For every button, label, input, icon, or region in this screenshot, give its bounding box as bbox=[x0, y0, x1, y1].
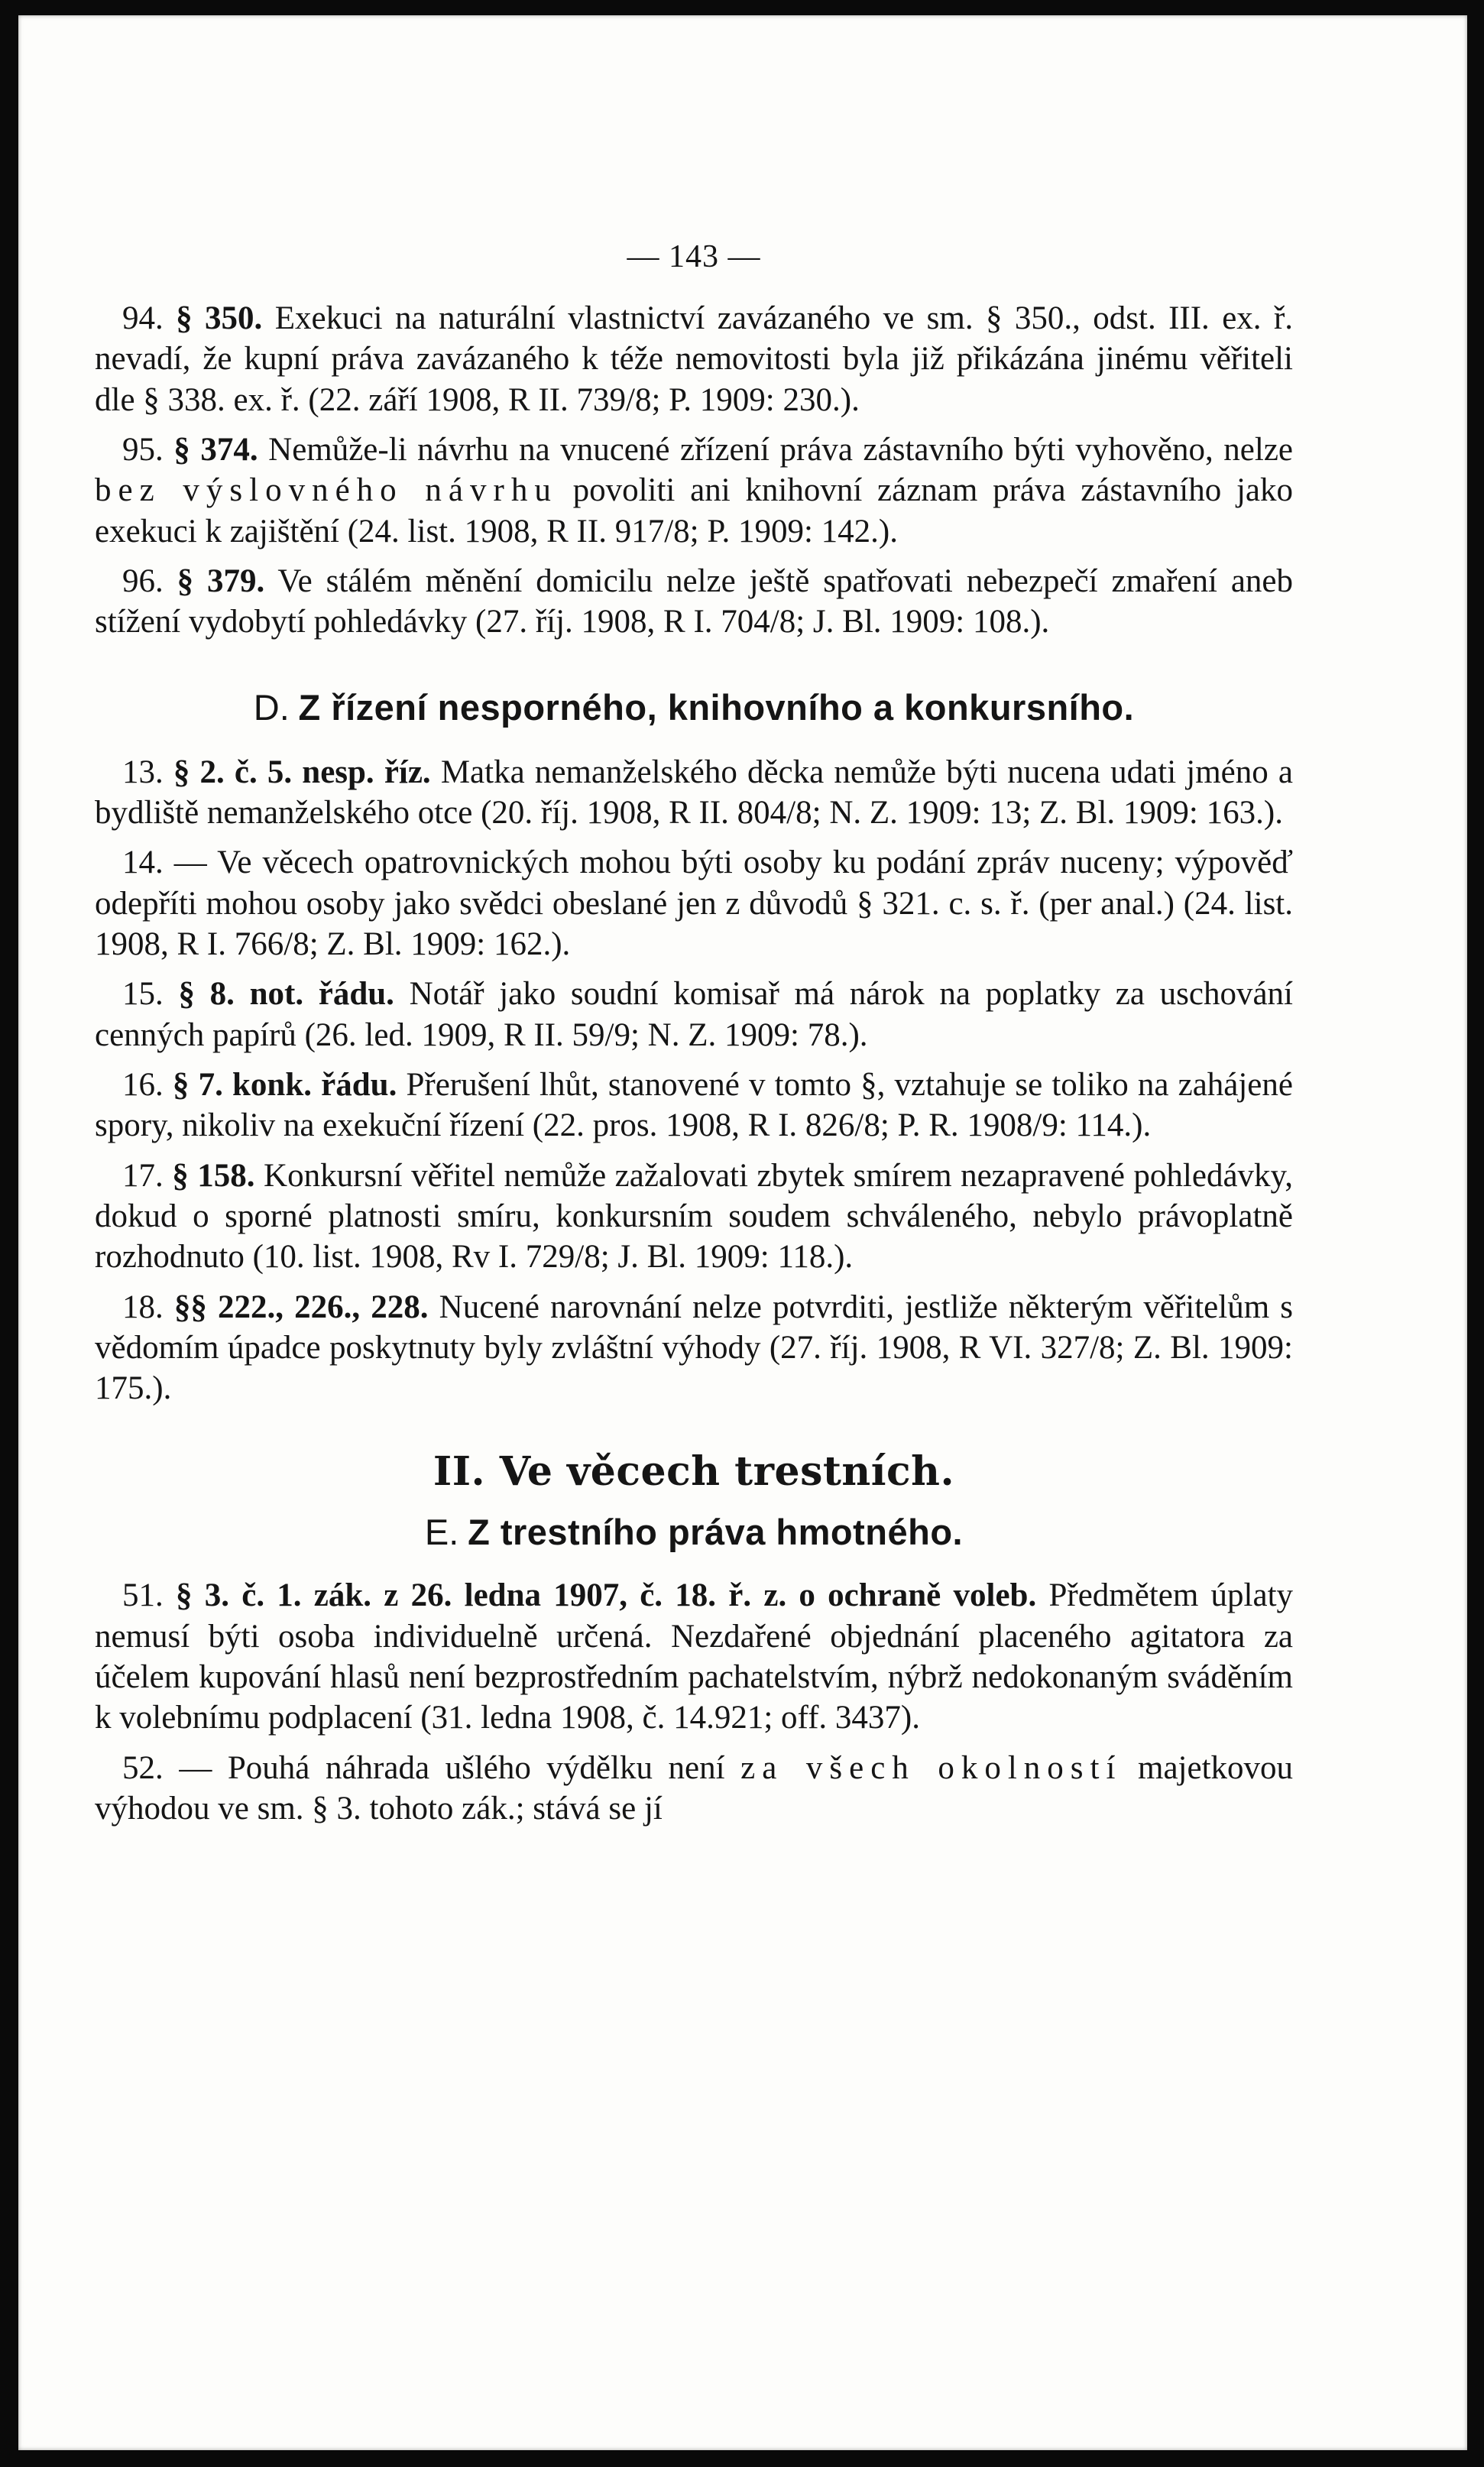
entry-number: 51. bbox=[122, 1577, 164, 1614]
entry-reference: §§ 222., 226., 228. bbox=[173, 1289, 429, 1325]
entry-52 bbox=[95, 1748, 1293, 1830]
part-ii-heading: II. Ve věcech trestních. bbox=[433, 1447, 955, 1495]
entry-text: Ve stálém měnění domicilu nelze ještě spatřovati nebezpečí zmaření aneb stížení vydobytí pohledávky (27. říj. 1908, R I. 704/8; J. Bl. 1909: 108.). bbox=[95, 562, 1294, 640]
entry-13 bbox=[95, 752, 1293, 834]
entry-reference: § 2. č. 5. nesp. říz. bbox=[173, 754, 431, 790]
entry-reference: § 350. bbox=[176, 300, 263, 337]
entry-reference: § 379. bbox=[177, 562, 265, 599]
entry-text: — Pouhá náhrada ušlého výdělku není bbox=[163, 1749, 741, 1786]
entry-15 bbox=[95, 974, 1293, 1055]
entry-reference: § 374. bbox=[173, 432, 258, 468]
entry-text: Konkursní věřitel nemůže zažalovati zbytek smírem nezapravené pohledávky, dokud o sporné platnosti smíru, konkursním soudem schváleného, nebylo právoplatně rozhodnuto (10. list. 1908, Rv I. 729/8; J. Bl. 1909: 118.). bbox=[95, 1157, 1294, 1276]
entry-spaced-emphasis: za všech okolností bbox=[740, 1749, 1123, 1786]
entry-text: Nucené narovnání nelze potvrditi, jestliže některým věřitelům s vědomím úpadce poskytnuty byly zvláštní výhody (27. říj. 1908, R VI. 327/8; Z. Bl. 1909: 175.). bbox=[95, 1289, 1294, 1407]
section-title: Z řízení nesporného, knihovního a konkursního. bbox=[298, 686, 1135, 728]
section-title: Z trestního práva hmotného. bbox=[468, 1512, 964, 1552]
entry-number: 52. bbox=[122, 1749, 164, 1786]
section-letter: D. bbox=[253, 686, 290, 728]
entry-text: Matka nemanželského děcka nemůže býti nucena udati jméno a bydliště nemanželského otce (20. říj. 1908, R II. 804/8; N. Z. 1909: 13; Z. Bl. 1909: 163.). bbox=[95, 754, 1293, 832]
entry-text: Nemůže-li návrhu na vnucené zřízení práva zástavního býti vyhověno, nelze bbox=[258, 432, 1294, 468]
entry-reference: § 3. č. 1. zák. z 26. ledna 1907, č. 18. ř. z. o ochraně voleb. bbox=[176, 1577, 1037, 1614]
book-page bbox=[18, 15, 1467, 2450]
section-letter: E. bbox=[424, 1512, 459, 1552]
entry-number: 13. bbox=[122, 754, 164, 790]
entry-number: 16. bbox=[122, 1067, 164, 1104]
entry-94 bbox=[95, 298, 1293, 420]
entry-96 bbox=[95, 561, 1293, 643]
entry-text-continued: majetkovou výhodou ve sm. § 3. tohoto zák.; stává se jí bbox=[95, 1749, 1294, 1827]
entry-number: 94. bbox=[122, 300, 164, 337]
page-number: — 143 — bbox=[627, 239, 761, 274]
entry-text: Předmětem úplaty nemusí býti osoba individuelně určená. Nezdařené objednání placeného agitatora za účelem kupování hlasů není bezprostředním pachatelstvím, nýbrž nedokonaným sváděním k volebnímu podplacení (31. ledna 1908, č. 14.921; off. 3437). bbox=[95, 1577, 1294, 1736]
entry-text-continued: povoliti ani knihovní záznam práva zástavního jako exekuci k zajištění (24. list. 1908, R II. 917/8; P. 1909: 142.). bbox=[95, 472, 1293, 549]
entry-number: 14. bbox=[122, 844, 164, 881]
entry-number: 18. bbox=[122, 1289, 164, 1325]
section-e-heading bbox=[95, 1510, 1293, 1555]
page-content bbox=[95, 237, 1293, 1838]
entry-reference: § 7. konk. řádu. bbox=[172, 1067, 397, 1104]
entry-16 bbox=[95, 1065, 1293, 1146]
entry-reference: § 158. bbox=[172, 1157, 255, 1194]
section-d-heading bbox=[95, 686, 1293, 731]
entry-51 bbox=[95, 1575, 1293, 1738]
entry-number: 15. bbox=[122, 976, 164, 1013]
entry-text: — Ve věcech opatrovnických mohou býti osoby ku podání zpráv nuceny; výpověď odepříti mohou osoby jako svědci obeslané jen z důvodů § 321. c. s. ř. (per anal.) (24. list. 1908, R I. 766/8; Z. Bl. 1909: 162.). bbox=[95, 844, 1293, 963]
entry-95 bbox=[95, 430, 1293, 552]
entry-spaced-emphasis: bez výslovného návrhu bbox=[95, 472, 558, 509]
entry-number: 95. bbox=[122, 432, 164, 468]
entry-text: Exekuci na naturální vlastnictví zavázaného ve sm. § 350., odst. III. ex. ř. nevadí, že kupní práva zavázaného k téže nemovitosti byla již přikázána jinému věřiteli dle § 338. ex. ř. (22. září 1908, R II. 739/8; P. 1909: 230.). bbox=[95, 300, 1294, 418]
entry-14 bbox=[95, 842, 1293, 964]
entry-18 bbox=[95, 1287, 1293, 1409]
entry-text: Přerušení lhůt, stanovené v tomto §, vztahuje se toliko na zahájené spory, nikoliv na exekuční řízení (22. pros. 1908, R I. 826/8; P. R. 1908/9: 114.). bbox=[95, 1067, 1293, 1144]
entry-text: Notář jako soudní komisař má nárok na poplatky za uschování cenných papírů (26. led. 1909, R II. 59/9; N. Z. 1909: 78.). bbox=[95, 976, 1293, 1053]
entry-number: 17. bbox=[122, 1157, 164, 1194]
entry-reference: § 8. not. řádu. bbox=[178, 976, 394, 1013]
entry-17 bbox=[95, 1156, 1293, 1278]
entry-number: 96. bbox=[122, 562, 164, 599]
